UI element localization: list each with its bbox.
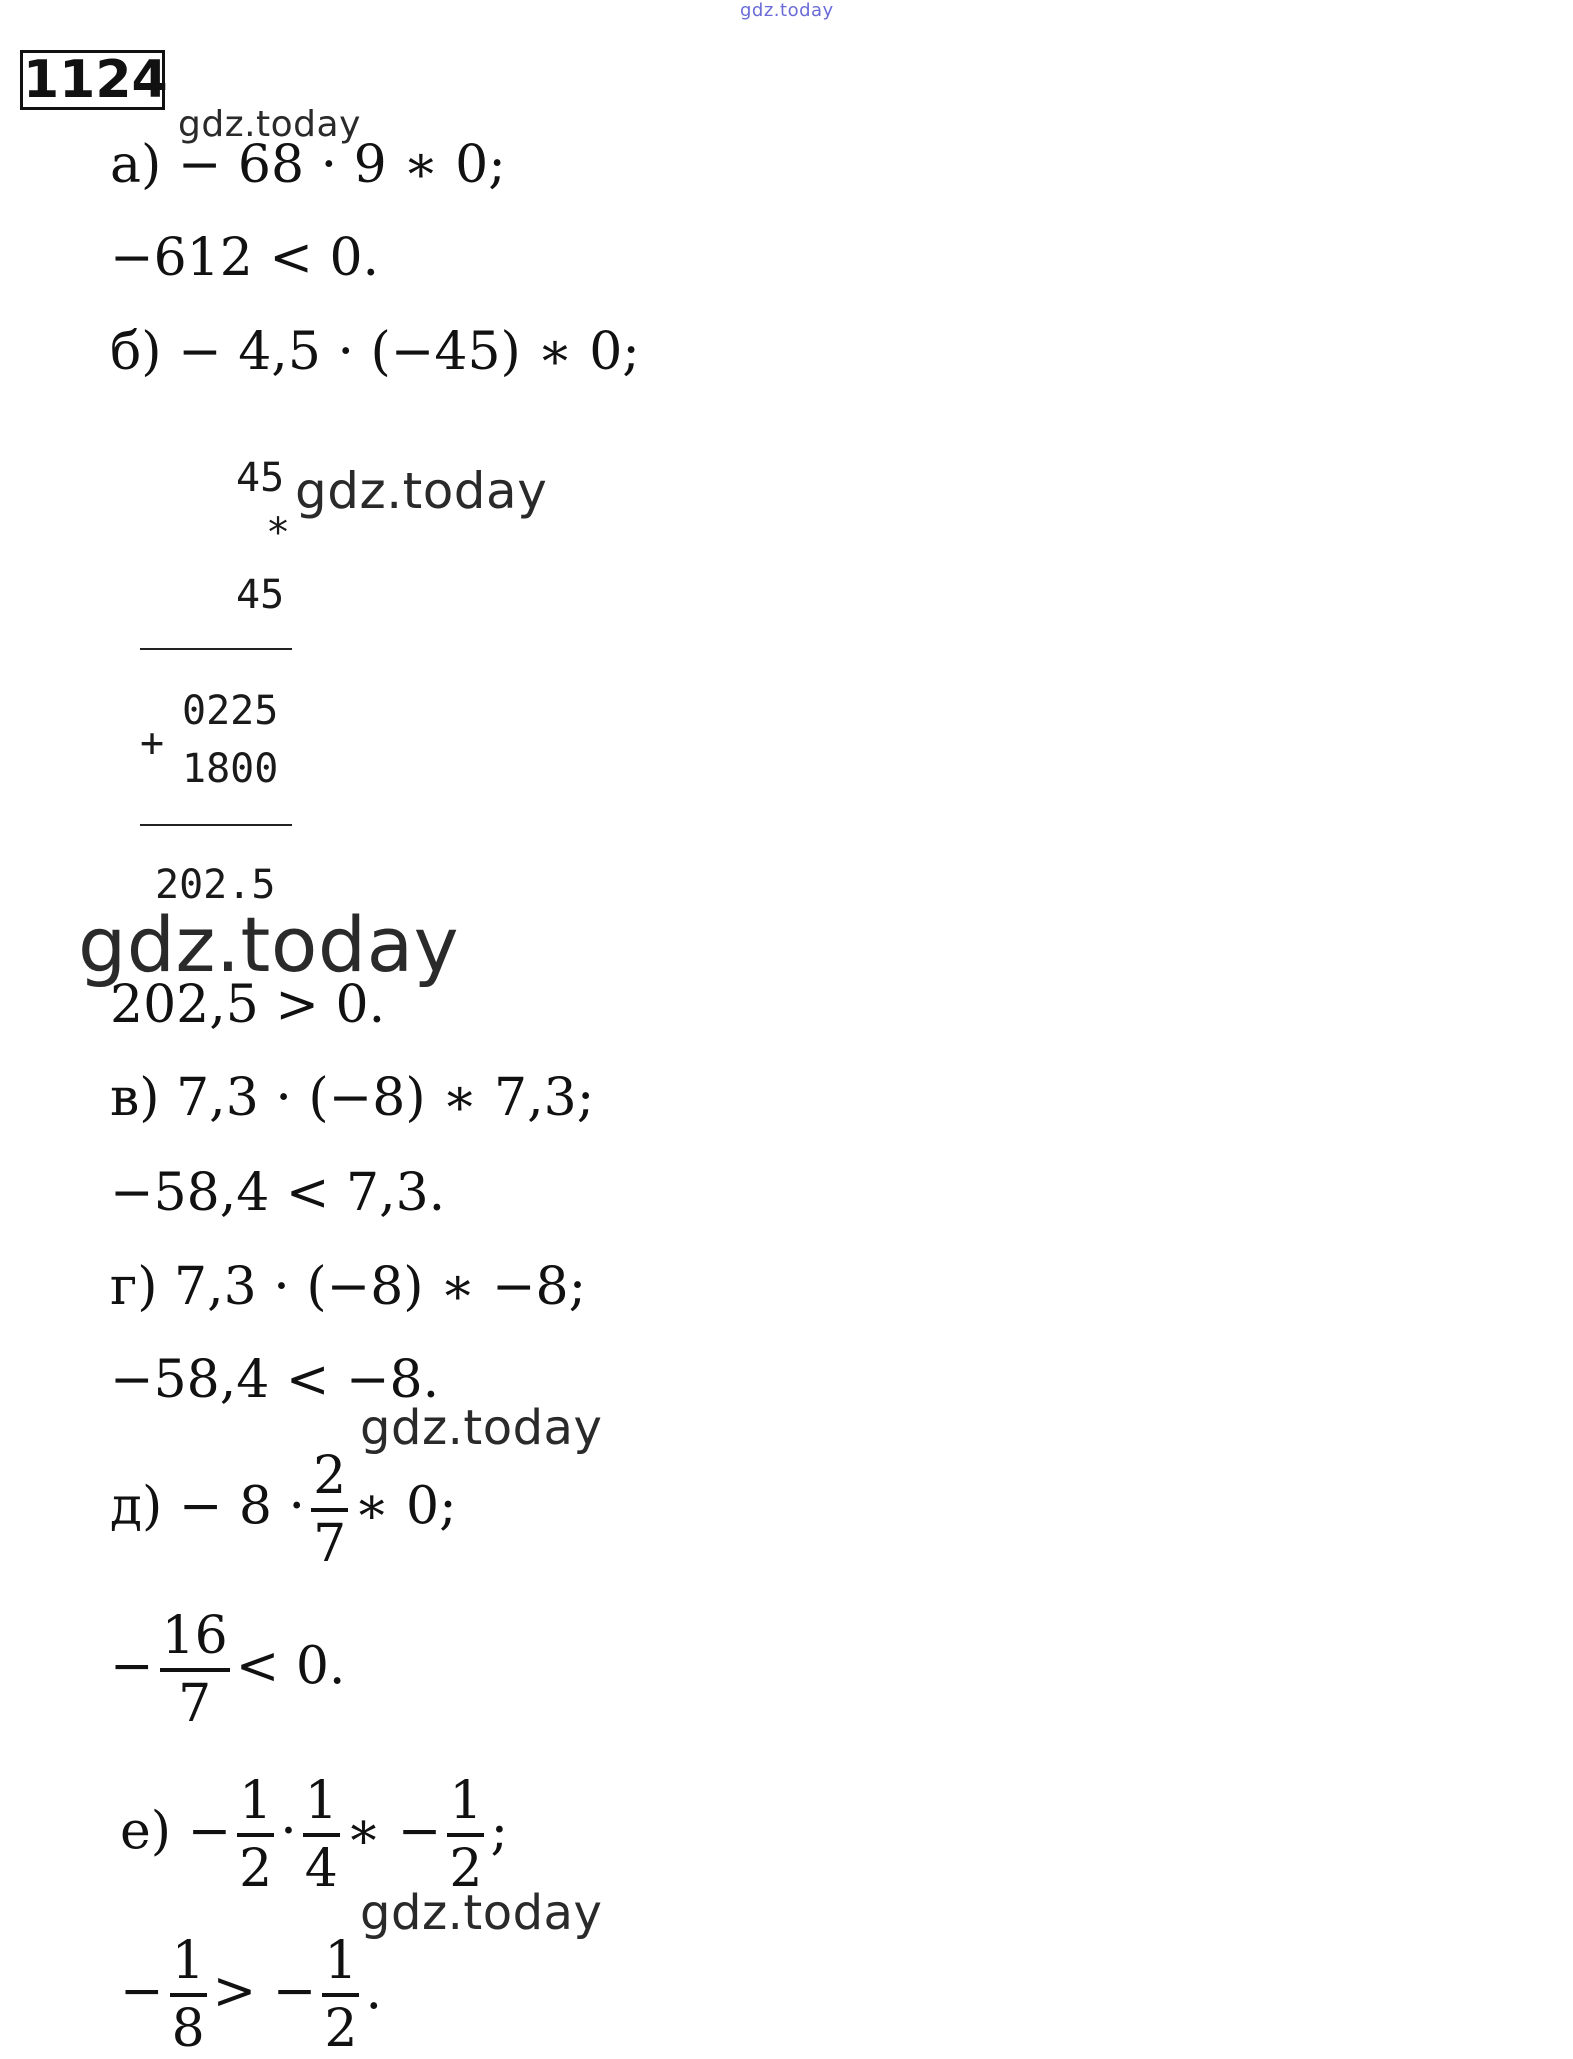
calc-result: 202.5 [155, 862, 276, 908]
part-e-f3-num: 1 [447, 1775, 484, 1837]
part-g-answer: −58,4 < −8. [110, 1350, 440, 1410]
part-g-expression: г) 7,3 · (−8) ∗ −8; [110, 1257, 587, 1317]
watermark-5: gdz.today [360, 1885, 603, 1941]
part-e-dot: · [280, 1801, 297, 1862]
part-d-answer-suffix: < 0. [235, 1636, 346, 1697]
part-d-answer [110, 1606, 346, 1734]
part-e-fraction-1 [237, 1771, 274, 1899]
part-e-answer [120, 1931, 382, 2059]
part-b-expression: б) − 4,5 · (−45) ∗ 0; [110, 322, 640, 382]
part-d-answer-minus: − [110, 1636, 154, 1697]
part-d-answer-denominator: 7 [178, 1674, 212, 1734]
part-e-mid: ∗ − [345, 1801, 442, 1862]
calc-divider-2 [140, 824, 292, 826]
part-e-answer-end: . [365, 1961, 382, 2022]
part-e-f1-den: 2 [239, 1839, 273, 1899]
part-v-answer: −58,4 < 7,3. [110, 1163, 446, 1223]
watermark-1: gdz.today [178, 104, 361, 145]
part-e-expression [120, 1771, 508, 1899]
part-e-ans-f2-num: 1 [322, 1935, 359, 1997]
calc-multiplier: 45 [236, 572, 285, 618]
watermark-2: gdz.today [295, 462, 548, 520]
part-a-answer: −612 < 0. [110, 228, 380, 288]
part-e-ans-f1-num: 1 [170, 1935, 207, 1997]
part-d-numerator: 2 [311, 1450, 348, 1512]
part-e-answer-minus: − [120, 1961, 164, 2022]
part-d-answer-fraction [160, 1606, 230, 1734]
part-e-prefix: е) − [120, 1801, 232, 1862]
part-e-answer-fraction-2 [322, 1931, 359, 2059]
problem-number: 1124 [20, 50, 165, 110]
part-d-fraction [311, 1446, 348, 1574]
part-b-answer: 202,5 > 0. [110, 975, 386, 1035]
part-d-expression [110, 1446, 457, 1574]
part-e-f3-den: 2 [449, 1839, 483, 1899]
watermark-4: gdz.today [360, 1400, 603, 1456]
part-a-expression: а) − 68 · 9 ∗ 0; [110, 135, 506, 195]
part-e-end: ; [490, 1801, 508, 1862]
part-d-suffix: ∗ 0; [354, 1476, 457, 1537]
part-e-ans-f1-den: 8 [171, 1999, 205, 2059]
watermark-3: gdz.today [78, 900, 460, 989]
calc-partial-1: 0225 [182, 688, 279, 734]
part-d-prefix: д) − 8 · [110, 1476, 306, 1537]
calc-divider-1 [140, 648, 292, 650]
part-e-fraction-3 [447, 1771, 484, 1899]
part-e-f2-den: 4 [304, 1839, 338, 1899]
calc-operator: * [266, 510, 291, 556]
part-e-answer-fraction-1 [170, 1931, 207, 2059]
watermark-top: gdz.today [740, 0, 834, 21]
part-e-answer-mid: > − [212, 1961, 317, 2022]
part-e-f1-num: 1 [237, 1775, 274, 1837]
part-e-f2-num: 1 [303, 1775, 340, 1837]
part-d-denominator: 7 [313, 1514, 347, 1574]
part-d-answer-numerator: 16 [160, 1610, 230, 1672]
calc-plus: + [140, 720, 165, 766]
part-e-ans-f2-den: 2 [324, 1999, 358, 2059]
calc-multiplicand: 45 [236, 455, 285, 501]
part-e-fraction-2 [303, 1771, 340, 1899]
calc-partial-2: 1800 [182, 746, 279, 792]
part-v-expression: в) 7,3 · (−8) ∗ 7,3; [110, 1068, 595, 1128]
